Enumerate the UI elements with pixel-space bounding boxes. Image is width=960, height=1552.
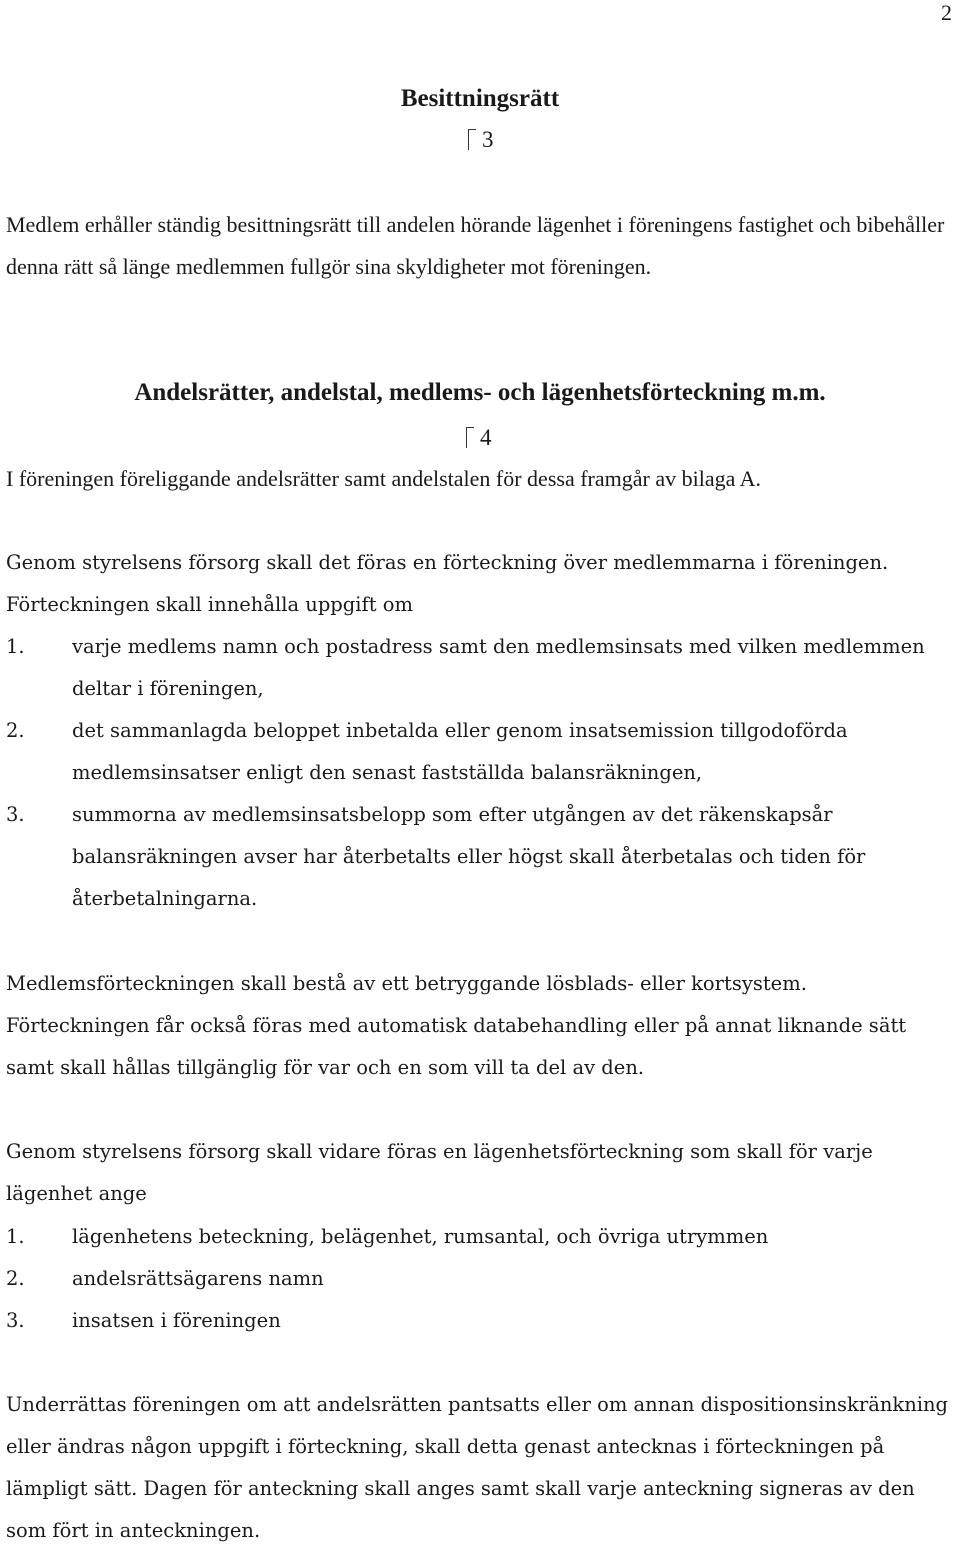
section-heading-besittningsratt: Besittningsrätt xyxy=(400,85,560,112)
apartment-register-intro: Genom styrelsens försorg skall vidare föras en lägenhetsförteckning som skall för varje lägenhet ange xyxy=(6,1140,873,1205)
list-number: 2. xyxy=(6,719,25,742)
list-text: det sammanlagda beloppet inbetalda eller genom insatsemission tillgodoförda medlemsinsatser enligt den senast fastställda balansräkningen, xyxy=(72,719,848,784)
member-register-item xyxy=(6,794,954,920)
list-number: 1. xyxy=(6,635,25,658)
list-number: 3. xyxy=(6,803,25,826)
apartment-register-item xyxy=(6,1216,954,1258)
list-number: 3. xyxy=(6,1309,25,1332)
section-sign-icon xyxy=(468,129,476,150)
section-number: 3 xyxy=(482,127,494,152)
member-register-item xyxy=(6,710,954,794)
besittningsratt-paragraph: Medlem erhåller ständig besittningsrätt till andelen hörande lägenhet i föreningens fastighet och bibehåller denna rätt så länge medlemmen fullgör sina skyldigheter mot föreningen. xyxy=(6,212,945,279)
list-text: andelsrättsägarens namn xyxy=(72,1267,324,1290)
register-format-paragraph: Medlemsförteckningen skall bestå av ett betryggande lösblads- eller kortsystem. Förteckningen får också föras med automatisk databehandling eller på annat liknande sätt samt skall hållas tillgänglig för var och en som vill ta del av den. xyxy=(6,972,907,1079)
section-mark-4 xyxy=(466,424,492,452)
notification-paragraph: Underrättas föreningen om att andelsrätten pantsatts eller om annan dispositionsinskränkning eller ändras någon uppgift i förteckning, skall detta genast antecknas i förteckningen på lämpligt sätt. Dagen för anteckning skall anges samt skall varje anteckning signeras av den som fört in anteckningen. xyxy=(6,1393,949,1542)
section-sign-icon xyxy=(466,427,474,448)
member-register-item xyxy=(6,626,954,710)
apartment-register-item xyxy=(6,1300,954,1342)
list-number: 2. xyxy=(6,1267,25,1290)
section-mark-3 xyxy=(468,126,494,154)
list-text: lägenhetens beteckning, belägenhet, rumsantal, och övriga utrymmen xyxy=(72,1225,769,1248)
apartment-register-item xyxy=(6,1258,954,1300)
page-number: 2 xyxy=(941,0,952,25)
list-text: summorna av medlemsinsatsbelopp som efter utgången av det räkenskapsår balansräkningen avser har återbetalts eller högst skall återbetalas och tiden för återbetalningarna. xyxy=(72,803,866,910)
list-number: 1. xyxy=(6,1225,25,1248)
section-number: 4 xyxy=(480,425,492,450)
andelsratter-intro: I föreningen föreliggande andelsrätter samt andelstalen för dessa framgår av bilaga A. xyxy=(6,466,762,491)
section-heading-andelsratter: Andelsrätter, andelstal, medlems- och lägenhetsförteckning m.m. xyxy=(134,379,826,406)
list-text: varje medlems namn och postadress samt den medlemsinsats med vilken medlemmen deltar i föreningen, xyxy=(72,635,925,700)
member-register-intro: Genom styrelsens försorg skall det föras en förteckning över medlemmarna i föreningen. Förteckningen skall innehålla uppgift om xyxy=(6,551,889,616)
list-text: insatsen i föreningen xyxy=(72,1309,281,1332)
